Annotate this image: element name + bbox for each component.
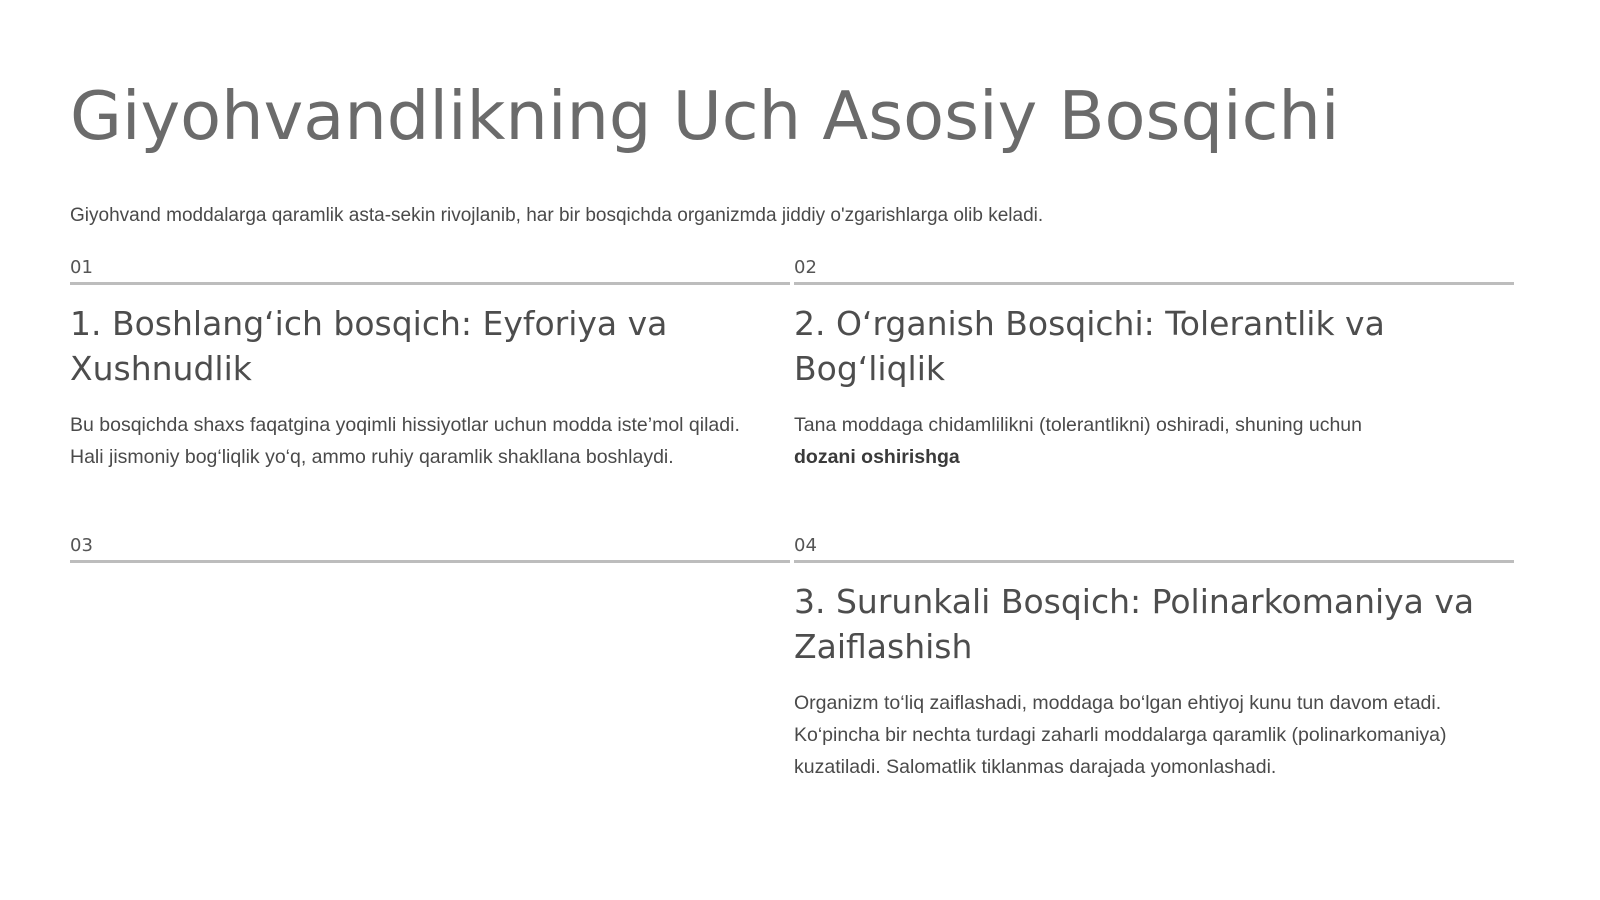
stage-card-1 — [70, 258, 790, 473]
card-heading: 2. O‘rganish Bosqichi: Tolerantlik va Bog‘liqlik — [794, 304, 1385, 388]
card-number: 03 — [70, 535, 93, 556]
stage-card-3 — [70, 536, 790, 581]
card-heading: 3. Surunkali Bosqich: Polinarkomaniya va Zaiflashish — [794, 582, 1475, 666]
card-body: Organizm to‘liq zaiflashadi, moddaga bo‘lgan ehtiyoj kunu tun davom etadi. Ko‘pincha bir nechta turdagi zaharli moddalarga qaramlik (polinarkomaniya) kuzatiladi. Salomatlik tiklanmas darajada yomonlashadi. — [794, 692, 1447, 778]
card-heading: 1. Boshlang‘ich bosqich: Eyforiya va Xushnudlik — [70, 304, 668, 388]
stage-card-4 — [794, 536, 1514, 783]
card-number: 01 — [70, 257, 93, 278]
card-body — [794, 409, 1494, 473]
stage-card-2 — [794, 258, 1514, 473]
page-subtitle: Giyohvand moddalarga qaramlik asta-sekin rivojlanib, har bir bosqichda organizmda jiddiy o'zgarishlarga olib keladi. — [70, 205, 1044, 226]
page-title: Giyohvandlikning Uch Asosiy Bosqichi — [70, 77, 1340, 155]
card-divider — [794, 560, 1514, 563]
card-body: Bu bosqichda shaxs faqatgina yoqimli hissiyotlar uchun modda iste’mol qiladi. Hali jismoniy bog‘liqlik yo‘q, ammo ruhiy qaramlik shakllana boshlaydi. — [70, 414, 740, 468]
card-divider — [70, 282, 790, 285]
card-divider — [70, 560, 790, 563]
card-divider — [794, 282, 1514, 285]
card-body-emphasis: dozani oshirishga — [794, 446, 960, 468]
card-number: 04 — [794, 535, 817, 556]
card-number: 02 — [794, 257, 817, 278]
card-body-text: Tana moddaga chidamlilikni (tolerantlikni) oshiradi, shuning uchun — [794, 414, 1362, 436]
